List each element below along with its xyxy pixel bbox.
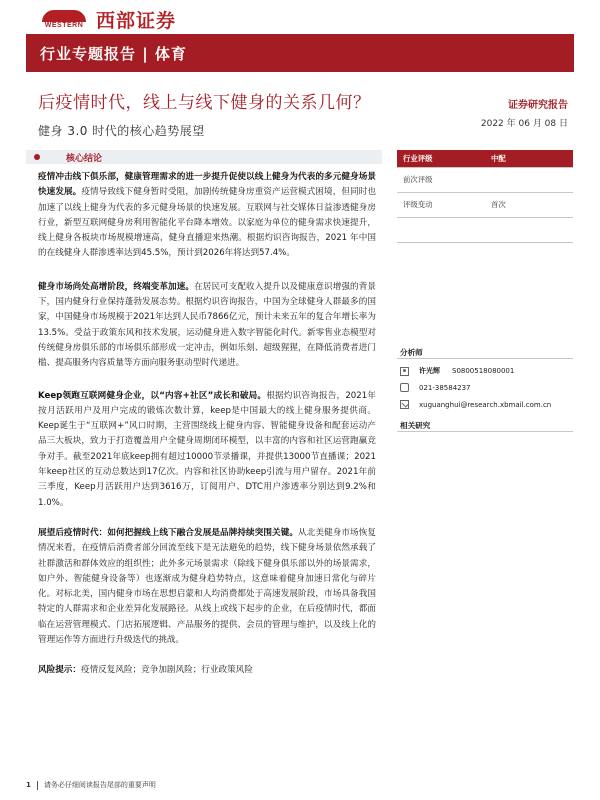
section-header bbox=[26, 150, 382, 164]
section-label: 核心结论 bbox=[66, 154, 103, 164]
analyst-phone-row bbox=[400, 383, 471, 392]
related-research-label: 相关研究 bbox=[400, 421, 431, 430]
logo-english-text: WESTERN bbox=[44, 21, 84, 29]
risk-text: 疫情反复风险；竞争加剧风险；行业政策风险 bbox=[80, 665, 253, 676]
report-type: 证券研究报告 bbox=[508, 100, 568, 111]
risk-warning bbox=[38, 663, 376, 678]
paragraph bbox=[38, 389, 376, 511]
report-date: 2022 年 06 月 08 日 bbox=[480, 119, 568, 129]
rating-header-label: 行业评级 bbox=[397, 150, 485, 167]
divider bbox=[397, 358, 573, 359]
banner-title: 行业专题报告 | 体育 bbox=[40, 45, 187, 63]
logo-emblem bbox=[38, 10, 90, 30]
analyst-name: 许光辉 bbox=[419, 367, 440, 375]
rating-label: 前次评级 bbox=[397, 167, 485, 192]
rating-header-value: 中配 bbox=[485, 150, 573, 167]
rating-row bbox=[397, 192, 573, 217]
paragraph-lead: 疫情冲击线下俱乐部，健康管理需求的进一步提升促使以线上健身为代表的多元健身场景快速发展。 bbox=[38, 172, 376, 198]
paragraph-text: 在居民可支配收入提升以及健康意识增强的背景下，国内健身行业保持蓬勃发展态势。根据灼识咨询报告，中国为全球健身人群最多的国家，中国健身市场规模于2021年达到人民币7866亿元，预计未来五年的复合年增长率为13.5%。受益于政策东风和技术发展，运动健身进入数字智能化时代。新零售业态模型对传统健身房俱乐部的市场俱乐部形成一定冲击，例如乐刻、超级猩猩，在降低消费者进门槛、提高服务内容质量等方面向服务驱动型时代递进。 bbox=[38, 281, 376, 369]
person-icon bbox=[400, 367, 409, 376]
paragraph-lead: 健身市场尚处高增阶段，终端变革加速。 bbox=[38, 281, 195, 292]
report-title: 后疫情时代，线上与线下健身的关系几何？ bbox=[38, 93, 371, 113]
analyst-email[interactable]: xuguanghui@research.xbmail.com.cn bbox=[419, 400, 552, 409]
paragraph bbox=[38, 170, 376, 262]
risk-label: 风险提示： bbox=[38, 665, 81, 676]
bullet-icon bbox=[34, 154, 40, 160]
paragraph-text: 根据灼识咨询报告，2021年按月活跃用户及用户完成的锻炼次数计算，keep是中国最大的线上健身服务提供商。Keep诞生于“互联网+”风口时期，主营围绕线上健身内容、智能健身设备和配套运动产品三大板块，致力于打造覆盖用户全健身周期闭环模型，以丰富的内容和社区运营跑赢竞争对手。截至2021年底keep拥有超过10000节录播课，并提供13000节直播课；2021年keep社区的互动总数达到17亿次。内容和社区协助keep引流与用户留存。2021年前三季度，Keep月活跃用户达到3616万，订阅用户、DTC用户渗透率分别达到9.2%和1.0%。 bbox=[38, 390, 376, 508]
paragraph bbox=[38, 526, 376, 648]
page-footer bbox=[26, 780, 156, 790]
paragraph-text: 疫情导致线下健身暂时受阻，加剧传统健身房重资产运营模式困境，但同时也加速了以线上健身为代表的多元健身场景的快速发展。互联网与社交媒体日益渗透健身房行业，新型互联网健身房利用智能化平台降本增效。以家庭为单位的健身需求快速提升，线上健身各板块市场规模增速高，健身直播迎来热潮。根据灼识咨询报告，2021 年中国的在线健身人群渗透率达到45.5%，预计到2026年将达到57.4%。 bbox=[38, 187, 376, 259]
rating-value bbox=[485, 217, 573, 242]
report-banner bbox=[26, 34, 574, 72]
company-logo bbox=[38, 6, 176, 33]
paragraph-text: 从北美健身市场恢复情况来看，在疫情后消费者部分回流至线下是无法避免的趋势，线下健身场景依然承载了社群激活和群体效应的组织性；此外多元场景需求（除线下健身俱乐部以外的场景需求，如户外、智能健身设备等）也逐渐成为健身趋势特点，这意味着健身加速日常化与碎片化。对标北美，国内健身市场在思想启蒙和人均消费都处于高速发展阶段，市场具备我国特定的人群需求和企业差异化发展路径。从线上或线下起步的企业，在后疫情时代，都面临在运营管理模式、门店拓展逻辑、产品服务的提供、会员的管理与维护，以及线上化的管理运作等方面进行升级迭代的挑战。 bbox=[38, 527, 376, 646]
rating-row bbox=[397, 217, 573, 242]
analyst-cert: S0800518080001 bbox=[452, 367, 515, 375]
rating-header-row bbox=[397, 150, 573, 167]
analyst-email-row[interactable] bbox=[400, 400, 551, 409]
report-body bbox=[38, 170, 376, 679]
rating-value bbox=[485, 167, 573, 192]
logo-chinese-text: 西部证券 bbox=[96, 10, 177, 32]
rating-label bbox=[397, 217, 485, 242]
paragraph-lead: Keep领跑互联网健身企业，以“内容+社区”成长和破局。 bbox=[38, 390, 267, 401]
rating-table bbox=[397, 150, 573, 243]
rating-label: 评级变动 bbox=[397, 192, 485, 217]
report-subtitle: 健身 3.0 时代的核心趋势展望 bbox=[38, 124, 205, 138]
paragraph bbox=[38, 280, 376, 372]
footer-note: 请务必仔细阅读报告尾部的重要声明 bbox=[43, 781, 156, 789]
rating-value: 首次 bbox=[485, 192, 573, 217]
divider bbox=[397, 431, 573, 432]
rating-row bbox=[397, 167, 573, 192]
divider bbox=[37, 781, 38, 790]
analyst-name-row bbox=[400, 366, 514, 376]
page-number: 1 bbox=[26, 781, 31, 789]
mail-icon bbox=[400, 400, 409, 409]
analyst-phone: 021-38584237 bbox=[419, 383, 471, 392]
analyst-label: 分析师 bbox=[400, 348, 423, 357]
phone-icon bbox=[400, 383, 409, 392]
paragraph-lead: 展望后疫情时代：如何把握线上线下融合发展是品牌持续突围关键。 bbox=[38, 527, 299, 538]
